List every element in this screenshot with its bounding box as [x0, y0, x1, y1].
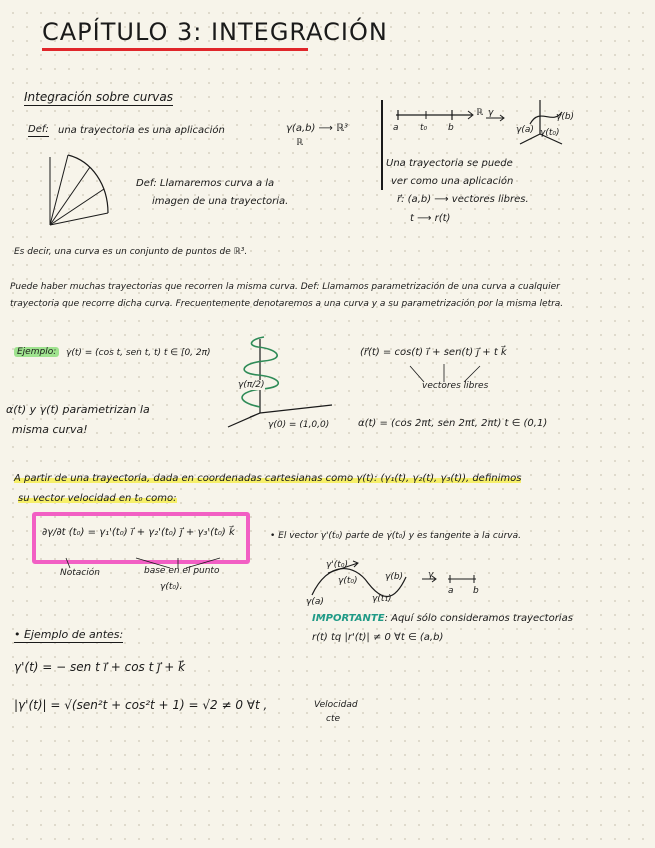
vec-note: vectores libres	[422, 381, 489, 391]
derivative-line: γ'(t) = − sen t i⃗ + cos t j⃗ + k⃗	[14, 660, 186, 674]
curve-gt-label: γ'(t₀)	[326, 560, 348, 570]
right-note-4: t ⟶ r(t)	[410, 213, 451, 224]
notation-label: Notación	[60, 568, 100, 578]
vec-eq: (r⃗(t) = cos(t) i⃗ + sen(t) j⃗ + t k⃗	[360, 347, 507, 358]
basis-label-1: base en el punto	[144, 566, 220, 576]
curve-gb-label: γ(b)	[385, 572, 404, 582]
velocity-formula: ∂γ/∂t (t₀) = γ₁'(t₀) i⃗ + γ₂'(t₀) j⃗ + γ₃'(t₀) k⃗	[42, 527, 235, 538]
tangent-line-1: A partir de una trayectoria, dada en coordenadas cartesianas como γ(t): (γ₁(t), γ₂(t), γ₃(t)), definimos	[14, 473, 522, 484]
important-label: IMPORTANTE	[312, 613, 385, 624]
velocity-label-2: cte	[326, 714, 341, 724]
axis-R: ℝ	[476, 108, 484, 118]
note-line-2: misma curva!	[12, 423, 88, 436]
norm-line: |γ'(t)| = √(sen²t + cos²t + 1) = √2 ≠ 0 ∀t ,	[14, 698, 268, 712]
def2-line-2: imagen de una trayectoria.	[152, 196, 289, 207]
important-text-2: r(t) tq |r'(t)| ≠ 0 ∀t ∈ (a,b)	[312, 632, 444, 643]
title-underline	[42, 48, 308, 51]
def1-map: γ(a,b) ⟶ ℝ³	[286, 123, 348, 134]
def2-line-1: Def: Llamaremos curva a la	[136, 178, 275, 189]
curve-ga-label: γ(a)	[306, 597, 324, 607]
important-text-1: : Aquí sólo consideramos trayectorias	[384, 613, 573, 624]
def1-label: Def:	[28, 124, 49, 135]
tangent-right-text: • El vector γ'(t₀) parte de γ(t₀) y es tangente a la curva.	[270, 531, 521, 541]
velocity-label-1: Velocidad	[314, 700, 358, 710]
def1-map-sub: ℝ	[296, 138, 304, 148]
curve-diagram	[298, 555, 478, 613]
right-note-1: Una trayectoria se puede	[386, 158, 513, 169]
gamma-b-label: γ(b)	[556, 112, 575, 122]
right-note-2: ver como una aplicación	[391, 176, 514, 187]
example2-heading: • Ejemplo de antes:	[14, 628, 124, 641]
note-line-1: α(t) y γ(t) parametrizan la	[6, 403, 150, 416]
paragraph-line-2: trayectoria que recorre dicha curva. Frecuentemente denotaremos a una curva y a su parametrización por la misma letra.	[10, 299, 564, 309]
paragraph-line-1: Puede haber muchas trayectorias que recorren la misma curva. Def: Llamamos parametrización de una curva a cualquier	[10, 282, 560, 292]
vertical-divider	[381, 100, 383, 190]
def1-text: una trayectoria es una aplicación	[58, 125, 225, 136]
section-heading: Integración sobre curvas	[24, 90, 174, 104]
tangent-line-2: su vector velocidad en t₀ como:	[18, 493, 177, 504]
alpha-eq: α(t) = (cos 2πt, sen 2πt, 2πt) t ∈ (0,1)	[358, 418, 548, 429]
curve-gt0-label: γ(t₀)	[338, 576, 358, 586]
axis-b: b	[448, 123, 454, 133]
origin-label: γ(0) = (1,0,0)	[268, 420, 330, 430]
gamma-map-label: γ	[488, 108, 494, 118]
vectors-sketch	[40, 145, 120, 240]
curve-gt1-label: γ(t₁)	[372, 594, 392, 604]
gamma-a-label: γ(a)	[516, 125, 534, 135]
axis-t0: t₀	[420, 123, 428, 133]
axis-a: a	[393, 123, 399, 133]
curve-b-label: b	[473, 586, 479, 596]
example-label: Ejemplo:	[14, 347, 59, 357]
es-decir-text: Es decir, una curva es un conjunto de puntos de ℝ³.	[14, 247, 248, 257]
gamma-t0-label: γ(t₀)	[540, 128, 560, 138]
basis-label-2: γ(t₀).	[160, 582, 183, 592]
example-eq1: γ(t) = (cos t, sen t, t) t ∈ [0, 2π)	[66, 348, 211, 358]
right-note-3: r⃗: (a,b) ⟶ vectores libres.	[397, 194, 529, 205]
curve-a-label: a	[448, 586, 454, 596]
page-title: CAPÍTULO 3: INTEGRACIÓN	[42, 18, 388, 46]
helix-label: γ(π/2)	[238, 380, 265, 390]
curve-gamma-label: γ	[428, 570, 434, 580]
